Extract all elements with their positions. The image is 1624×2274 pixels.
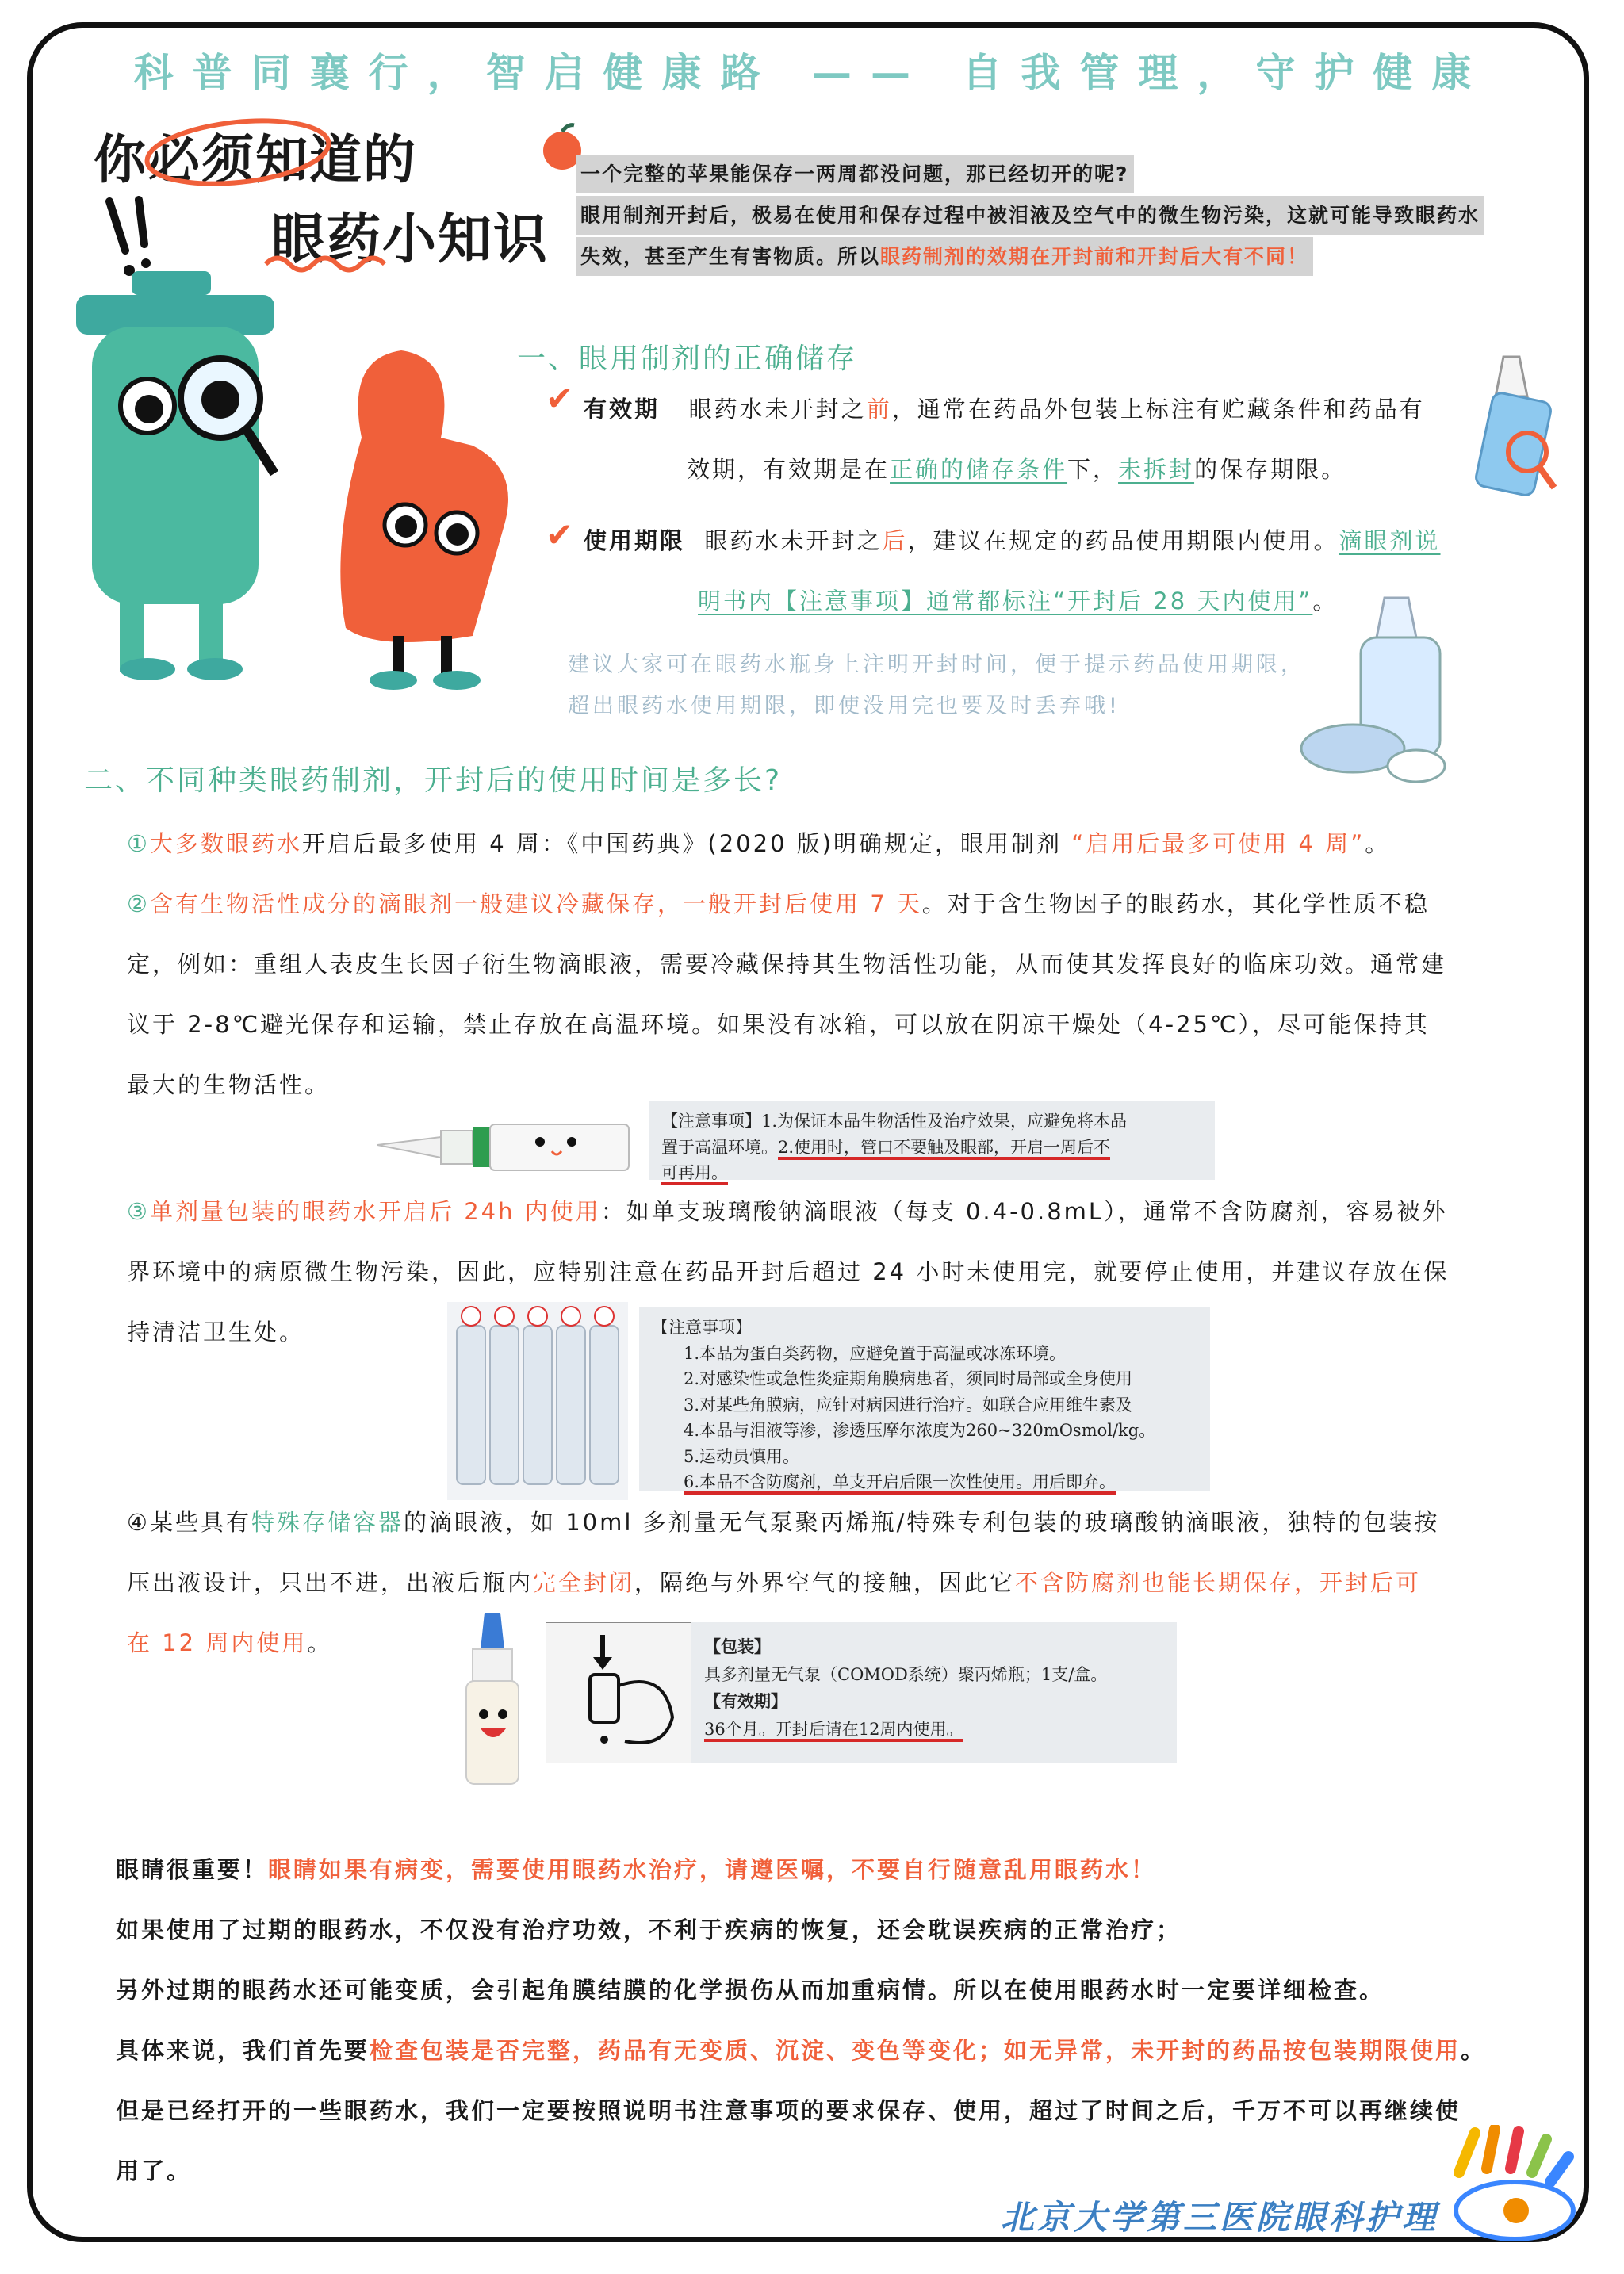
item1-end: 。	[1365, 830, 1391, 857]
item4-line2c: ，隔绝与外界空气的接触，因此它	[634, 1569, 1016, 1596]
expiry-text-em: 前	[866, 396, 892, 423]
use-period-label: 使用期限	[584, 527, 686, 554]
intro-line3a: 失效，甚至产生有害物质。所以	[580, 245, 881, 268]
bottom-line4b: 检查包装是否完整，药品有无变质、沉淀、变色等变化；如无异常，未开封的药品按包装期限使用	[370, 2037, 1461, 2064]
bottom-line1b: 眼睛如果有病变，需要使用眼药水治疗，请遵医嘱，不要自行随意乱用眼药水！	[268, 1856, 1157, 1883]
notice1-line2a: 置于高温环境。	[661, 1137, 778, 1157]
intro-line3b: 眼药制剂的效期在开封前和开封后大有不同！	[880, 245, 1309, 268]
item4-subject: 特殊存储容器	[251, 1509, 404, 1536]
item2-num: ②	[127, 890, 150, 917]
expiry-text-end: 的保存期限。	[1194, 456, 1347, 483]
notice1-line2b: 2.使用时，管口不要触及眼部，开启一周后不	[778, 1138, 1110, 1160]
notice2-line: 5.运动员慎用。	[684, 1446, 800, 1466]
expiry-value-box: 36个月。开封后请在12周内使用。	[704, 1720, 963, 1742]
notice2-line: 【注意事项】	[652, 1318, 752, 1337]
use-text-line2: 明书内【注意事项】通常都标注“开封后 28 天内使用”	[698, 588, 1313, 614]
bottom-line2: 如果使用了过期的眼药水，不仅没有治疗功效，不利于疾病的恢复，还会耽误疾病的正常治疗；	[116, 1916, 1182, 1943]
checkmark-icon: ✔	[546, 515, 574, 554]
notice2-line: 6.本品不含防腐剂，单支开启后限一次性使用。用后即弃。	[684, 1472, 1116, 1495]
use-text: 眼药水未开封之	[704, 527, 883, 554]
expiry-text-line2: 效期，有效期是在	[687, 456, 891, 483]
expiry-text-cont: ，通常在药品外包装上标注有贮藏条件和药品有	[891, 396, 1425, 423]
mascot-illustration	[44, 263, 520, 691]
title-line2: 眼药小知识	[271, 209, 550, 271]
intro-line2: 眼用制剂开封后，极易在使用和保存过程中被泪液及空气中的微生物污染，这就可能导致眼药水	[576, 196, 1484, 235]
bottom-line3: 另外过期的眼药水还可能变质，会引起角膜结膜的化学损伤从而加重病情。所以在使用眼药水时一定要详细检查。	[116, 1977, 1385, 2004]
item4-num: ④某些具有	[127, 1509, 251, 1536]
notice-box-2	[639, 1307, 1210, 1491]
title-line1: 你必须知道的	[94, 129, 417, 190]
item2-line4: 最大的生物活性。	[127, 1071, 331, 1098]
item2-highlight: 一般建议冷藏保存，一般开封后使用 7 天	[454, 890, 922, 917]
item1-quote: “启用后最多可使用 4 周”	[1071, 830, 1365, 857]
item3-line3: 持清洁卫生处。	[127, 1319, 305, 1346]
title-swirl-icon	[135, 109, 389, 205]
item1-subject: 大多数眼药水	[150, 830, 303, 857]
single-dose-vials-icon	[447, 1302, 628, 1500]
checkmark-icon: ✔	[546, 379, 574, 418]
notice2-line: 2.对感染性或急性炎症期角膜病患者，须同时局部或全身使用	[684, 1369, 1133, 1389]
item1-num: ①	[127, 830, 150, 857]
item2-line2: 定，例如：重组人表皮生长因子衍生物滴眼液，需要冷藏保持其生物活性功能，从而使其发挥良好的临床功效。通常建	[127, 951, 1447, 978]
packaging-box	[691, 1622, 1177, 1763]
item4-line3-end: 。	[307, 1629, 333, 1656]
hospital-name: 北京大学第三医院眼科护理	[1001, 2198, 1439, 2237]
hospital-logo-icon	[1443, 2125, 1578, 2244]
item4-line2a: 压出液设计，只出不进，出液后瓶内	[127, 1569, 534, 1596]
item2-text: 。对于含生物因子的眼药水，其化学性质不稳	[921, 890, 1430, 917]
use-text-cont: ，建议在规定的药品使用期限内使用。	[907, 527, 1339, 554]
item3-num: ③	[127, 1198, 150, 1225]
section2-heading: 二、不同种类眼药制剂，开封后的使用时间是多长?	[84, 764, 783, 797]
use-text-end: 。	[1312, 588, 1339, 614]
item2-subject: 含有生物活性成分的滴眼剂	[150, 890, 455, 917]
notice2-line: 3.对某些角膜病，应针对病因进行治疗。如联合应用维生素及	[684, 1395, 1133, 1415]
bottom-line1a: 眼睛很重要！	[116, 1856, 269, 1883]
notice2-line: 4.本品与泪液等渗，渗透压摩尔浓度为260~320mOsmol/kg。	[684, 1421, 1156, 1441]
use-text-green: 滴眼剂说	[1339, 527, 1441, 554]
bottom-line4c: 。	[1461, 2037, 1487, 2064]
notice1-line1: 【注意事项】1.为保证本品生物活性及治疗效果，应避免将本品	[661, 1112, 1128, 1131]
item2-line3: 议于 2-8℃避光保存和运输，禁止存放在高温环境。如果没有冰箱，可以放在阴凉干燥处（4-25℃），尽可能保持其	[127, 1011, 1431, 1038]
item4-line2d: 不含防腐剂也能长期保存，开封后可	[1015, 1569, 1422, 1596]
eye-ointment-tube-icon	[370, 1113, 636, 1181]
intro-question: 一个完整的苹果能保存一两周都没问题，那已经切开的呢?	[576, 155, 1134, 193]
press-bottle-diagram-icon	[546, 1622, 691, 1763]
expiry-label-box: 【有效期】	[704, 1691, 787, 1712]
notice-box-1	[649, 1101, 1215, 1183]
section1-heading: 一、眼用制剂的正确储存	[517, 343, 858, 375]
bottom-line4a: 具体来说，我们首先要	[116, 2037, 370, 2064]
use-text-em: 后	[882, 527, 908, 554]
item3-highlight: 开启后 24h 内使用	[378, 1198, 601, 1225]
eye-drop-case-icon	[1297, 590, 1456, 796]
packaging-label: 【包装】	[704, 1637, 771, 1656]
item4-line3: 在 12 周内使用	[127, 1629, 308, 1656]
expiry-text: 眼药水未开封之	[688, 396, 867, 423]
hint-line1: 建议大家可在眼药水瓶身上注明开封时间，便于提示药品使用期限，	[568, 653, 1305, 677]
banner-title: 科普同襄行，智启健康路 —— 自我管理，守护健康	[133, 50, 1491, 96]
item4-line2b: 完全封闭	[533, 1569, 635, 1596]
item3-text: ：如单支玻璃酸钠滴眼液（每支 0.4-0.8mL），通常不含防腐剂，容易被外	[600, 1198, 1448, 1225]
eye-drop-bottle-icon	[1472, 349, 1559, 507]
airless-bottle-icon	[449, 1610, 536, 1792]
item3-line2: 界环境中的病原微生物污染，因此，应特别注意在药品开封后超过 24 小时未使用完，就要停止使用，并建议存放在保	[127, 1258, 1450, 1285]
bottom-line5: 但是已经打开的一些眼药水，我们一定要按照说明书注意事项的要求保存、使用，超过了时间之后，千万不可以再继续使	[116, 2097, 1461, 2124]
expiry-text-mid: 下，	[1067, 456, 1119, 483]
item3-subject: 单剂量包装的眼药水	[150, 1198, 379, 1225]
item4-text: 的滴眼液，如 10ml 多剂量无气泵聚丙烯瓶/特殊专利包装的玻璃酸钠滴眼液，独特的包装按	[404, 1509, 1440, 1536]
item1-text: 开启后最多使用 4 周：《中国药典》(2020 版)明确规定，眼用制剂	[302, 830, 1072, 857]
expiry-unopened: 未拆封	[1118, 456, 1195, 483]
hint-line2: 超出眼药水使用期限，即使没用完也要及时丢弃哦!	[568, 694, 1120, 718]
expiry-label: 有效期	[584, 396, 661, 423]
notice1-line3: 可再用。	[661, 1163, 728, 1185]
bottom-line6: 用了。	[116, 2157, 193, 2184]
packaging-value: 具多剂量无气泵（COMOD系统）聚丙烯瓶；1支/盒。	[704, 1664, 1108, 1684]
expiry-storage-condition: 正确的储存条件	[890, 456, 1068, 483]
notice2-line: 1.本品为蛋白类药物，应避免置于高温或冰冻环境。	[684, 1343, 1067, 1363]
